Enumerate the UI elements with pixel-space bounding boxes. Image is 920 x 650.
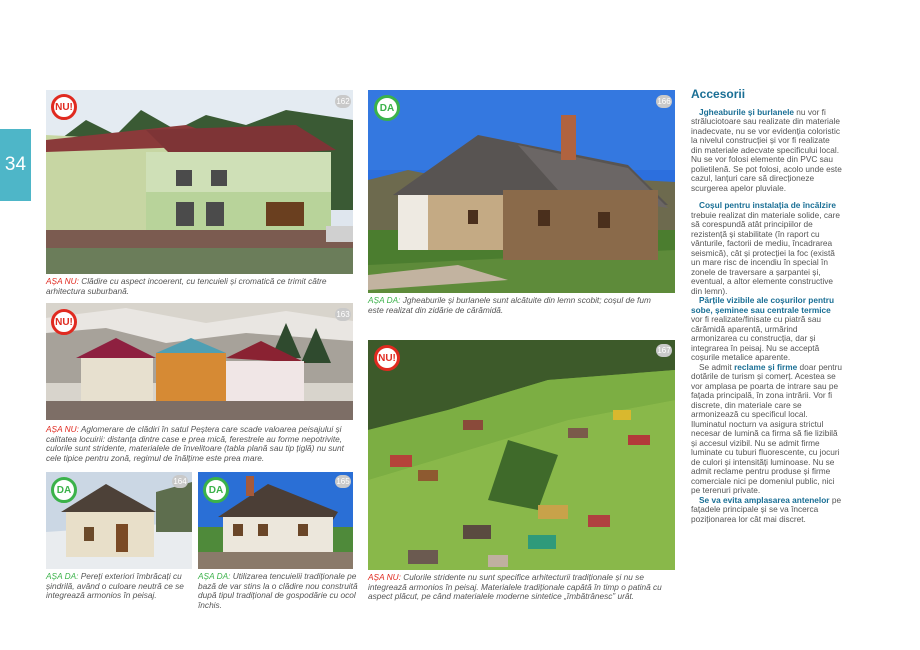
badge-no-icon: NU! xyxy=(51,94,77,120)
badge-no-icon: NU! xyxy=(374,345,400,371)
badge-no-icon: NU! xyxy=(51,309,77,335)
photo-number: 164 xyxy=(173,477,187,486)
photo-caption: AȘA DA: Utilizarea tencuielii tradiționale pe bază de var stins la o clădire nou construită după tipul tradițional de gospodărie cu ocol închis. xyxy=(198,571,358,610)
section-title: Accesorii xyxy=(691,87,746,101)
photo-caption: AȘA NU: Culorile stridente nu sunt specifice arhitecturii tradiționale și nu se integrează armonios în peisaj. Materialele tradiționale capătă în timp o patină cu aspect plăcut, pe când materialele moderne sintetice „îmbătrânesc” urât. xyxy=(368,572,662,602)
paragraph-antennas: Se va evita amplasarea antenelor pe fațadele principale și se va încerca poziționarea lor cât mai discret. xyxy=(691,494,842,524)
photo-number: 167 xyxy=(657,346,671,355)
photo-number: 166 xyxy=(657,97,671,106)
photo-caption: AȘA DA: Jgheaburile și burlanele sunt alcătuite din lemn scobit; coșul de fum este realizat din zidărie de cărămidă. xyxy=(368,295,651,315)
badge-yes-icon: DA xyxy=(374,95,400,121)
page-number: 34 xyxy=(4,154,27,175)
photo-number: 165 xyxy=(336,477,350,486)
paragraph-chimney: Coșul pentru instalația de încălzire trebuie realizat din materiale solide, care să corespundă atât principiilor de rezistență și stabilitate (în raport cu vânturile, factorii de mediu, încadrarea seismică), cât și protecției la foc (există un mare risc de incendiu în special în zonele de traversare a șarpantei și, eventual, a altor elemente constructive din lemn). xyxy=(691,200,840,296)
photo-caption: AȘA NU: Aglomerare de clădiri în satul Peștera care scade valoarea peisajului și calitatea locuirii: distanța dintre case e prea mică, ferestrele au forme nepotrivite, culorile sunt stridente, materialele de învelitoare (tabla plană sau tip țiglă) nu sunt cele tipice pentru zonă, regimul de înălțime este prea mare. xyxy=(46,424,344,463)
paragraph-signs: Se admit reclame și firme doar pentru dotările de turism și comerț. Acestea se vor amplasa pe poarta de intrare sau pe fațada principală, în zona intrării. Vor fi discrete, din materiale care se armonizează cu specificul local. Iluminatul nocturn va asigura strictul necesar de lumină ca firma să fie lizibilă și accesul vizibil. Nu se admit firme luminate cu tuburi fluorescente, cu jocuri de culori și intensități luminoase. Nu se admit reclame pentru produse și firme comerciale nici pe domeniul public, nici pe terenuri private. xyxy=(691,361,842,495)
photo-number: 163 xyxy=(336,310,350,319)
photo-caption: AȘA NU: Clădire cu aspect incoerent, cu tencuieli și cromatică ce trimit către arhitectura suburbană. xyxy=(46,276,327,296)
page-number-tab xyxy=(0,129,31,201)
sidebar-accesorii xyxy=(691,87,843,524)
photo-162 xyxy=(46,90,353,274)
photo-number: 162 xyxy=(336,97,350,106)
photo-163 xyxy=(46,303,353,420)
paragraph-gutters: Jgheaburile și burlanele nu vor fi străluciotoare sau realizate din materiale inadecvate, nu se vor evidenția coloristic la nivelul construcției și vor fi realizate din materiale adecvate specificului local. Nu se vor folosi elemente din PVC sau polietilenă. Se pot folosi, acolo unde este cazul, lanțuri care să direcționeze scurgerea apelor pluviale. xyxy=(691,106,842,193)
badge-yes-icon: DA xyxy=(203,477,229,503)
photo-caption: AȘA DA: Pereți exteriori îmbrăcați cu șindrilă, având o culoare neutră ce se integrează armonios în peisaj. xyxy=(46,571,184,601)
photo-167 xyxy=(368,340,675,570)
photo-166 xyxy=(368,90,675,293)
badge-yes-icon: DA xyxy=(51,477,77,503)
paragraph-visible-chimney: Părțile vizibile ale coșurilor pentru sobe, șeminee sau centrale termice vor fi realizate/finisate cu piatră sau cărămidă aparentă, urmărind armonizarea cu construcția, dar și integrarea în peisaj. Nu se acceptă coșurile metalice aparente. xyxy=(691,295,835,362)
